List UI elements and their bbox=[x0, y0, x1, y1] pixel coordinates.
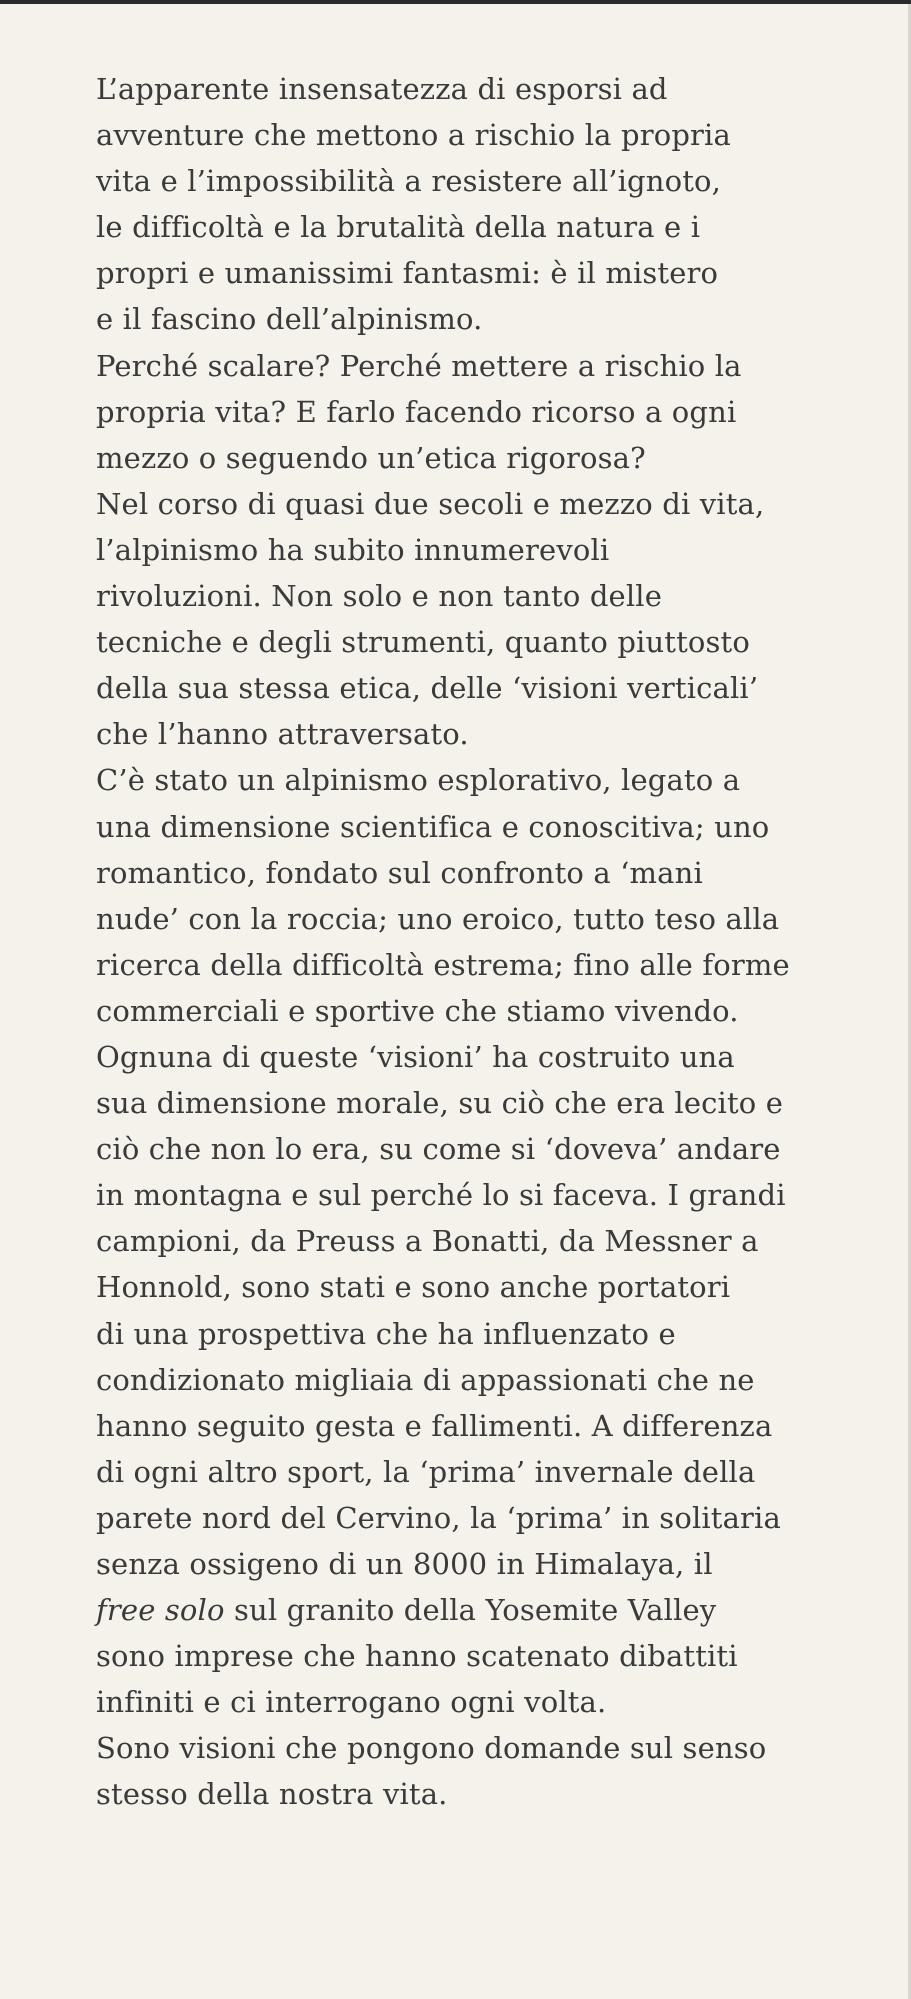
text-line: condizionato migliaia di appassionati che ne bbox=[96, 1362, 755, 1397]
text-line: Ognuna di queste ‘visioni’ ha costruito una bbox=[96, 1039, 735, 1074]
text-line: romantico, fondato sul confronto a ‘mani bbox=[96, 855, 703, 890]
text-line: Perché scalare? Perché mettere a rischio la bbox=[96, 348, 742, 383]
text-line: ciò che non lo era, su come si ‘doveva’ andare bbox=[96, 1132, 781, 1167]
text-line: sono imprese che hanno scatenato dibattiti bbox=[96, 1639, 738, 1674]
text-line: propria vita? E farlo facendo ricorso a ogni bbox=[96, 394, 737, 429]
text-line: infiniti e ci interrogano ogni volta. bbox=[96, 1685, 607, 1720]
text-line: vita e l’impossibilità a resistere all’ignoto, bbox=[96, 164, 721, 199]
text-line: sua dimensione morale, su ciò che era lecito e bbox=[96, 1086, 784, 1121]
text-line: Nel corso di quasi due secoli e mezzo di vita, bbox=[96, 486, 765, 521]
text-line: l’alpinismo ha subito innumerevoli bbox=[96, 532, 610, 567]
text-line: ricerca della difficoltà estrema; fino alle forme bbox=[96, 947, 790, 982]
text-line: in montagna e sul perché lo si faceva. I grandi bbox=[96, 1178, 786, 1213]
text-line: le difficoltà e la brutalità della natura e i bbox=[96, 210, 701, 245]
text-line: Honnold, sono stati e sono anche portatori bbox=[96, 1270, 731, 1305]
text-line: una dimensione scientifica e conoscitiva; uno bbox=[96, 809, 770, 844]
text-line: di ogni altro sport, la ‘prima’ invernale della bbox=[96, 1454, 756, 1489]
text-line: commerciali e sportive che stiamo vivendo. bbox=[96, 993, 739, 1028]
blurb-text bbox=[96, 66, 896, 1818]
text-line: hanno seguito gesta e fallimenti. A differenza bbox=[96, 1408, 773, 1443]
text-line: L’apparente insensatezza di esporsi ad bbox=[96, 72, 668, 106]
text-line: campioni, da Preuss a Bonatti, da Messner a bbox=[96, 1224, 759, 1259]
text-line: nude’ con la roccia; uno eroico, tutto teso alla bbox=[96, 901, 780, 936]
text-line: stesso della nostra vita. bbox=[96, 1777, 448, 1812]
text-line: mezzo o seguendo un’etica rigorosa? bbox=[96, 440, 646, 475]
text-line: parete nord del Cervino, la ‘prima’ in solitaria bbox=[96, 1500, 781, 1535]
text-line-rest: sul granito della Yosemite Valley bbox=[233, 1593, 717, 1628]
text-line-with-italic bbox=[96, 1587, 896, 1633]
text-line: propri e umanissimi fantasmi: è il mistero bbox=[96, 256, 719, 291]
text-line: di una prospettiva che ha influenzato e bbox=[96, 1316, 676, 1351]
text-line: avventure che mettono a rischio la propria bbox=[96, 118, 731, 153]
text-line: C’è stato un alpinismo esplorativo, legato a bbox=[96, 763, 741, 798]
italic-phrase: free solo bbox=[96, 1593, 225, 1628]
text-line: e il fascino dell’alpinismo. bbox=[96, 302, 483, 337]
text-line: che l’hanno attraversato. bbox=[96, 717, 469, 752]
text-line: Sono visioni che pongono domande sul senso bbox=[96, 1731, 767, 1766]
text-line: tecniche e degli strumenti, quanto piuttosto bbox=[96, 625, 750, 660]
text-line: della sua stessa etica, delle ‘visioni verticali’ bbox=[96, 671, 759, 706]
text-line: senza ossigeno di un 8000 in Himalaya, il bbox=[96, 1547, 713, 1581]
text-line: rivoluzioni. Non solo e non tanto delle bbox=[96, 579, 663, 614]
